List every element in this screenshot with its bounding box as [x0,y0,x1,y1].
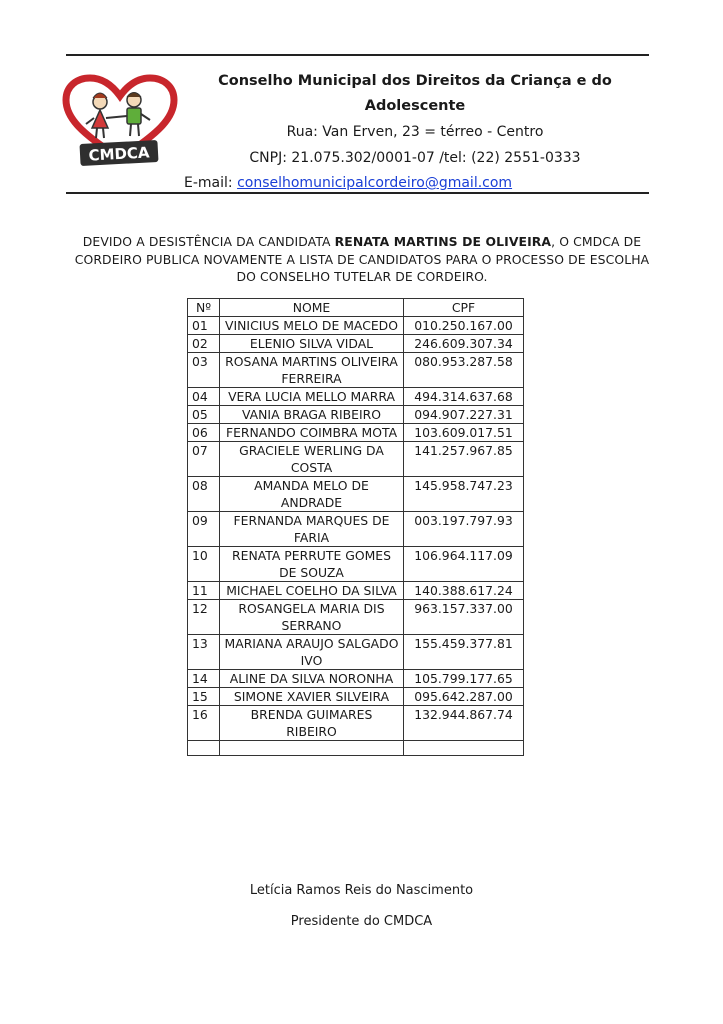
org-address: Rua: Van Erven, 23 = térreo - Centro [286,124,544,140]
cell-cpf: 105.799.177.65 [404,670,524,688]
cell-num: 08 [188,477,220,512]
cell-name: ELENIO SILVA VIDAL [220,335,404,353]
girl-figure-icon [86,93,108,138]
table-row [188,688,524,706]
cell-name: MARIANA ARAUJO SALGADO IVO [220,635,404,670]
cell-cpf: 103.609.017.51 [404,424,524,442]
cell-name: FERNANDA MARQUES DE FARIA [220,512,404,547]
cell-name: VINICIUS MELO DE MACEDO [220,317,404,335]
table-row [188,512,524,547]
table-row [188,670,524,688]
table-row [188,706,524,741]
cell-name: MICHAEL COELHO DA SILVA [220,582,404,600]
cell-cpf: 095.642.287.00 [404,688,524,706]
org-cnpj-tel: CNPJ: 21.075.302/0001-07 /tel: (22) 2551-0333 [249,150,581,166]
cell-num: 15 [188,688,220,706]
cell-name: FERNANDO COIMBRA MOTA [220,424,404,442]
cell-name: SIMONE XAVIER SILVEIRA [220,688,404,706]
cmdca-badge [79,140,158,166]
cell-name: RENATA PERRUTE GOMES DE SOUZA [220,547,404,582]
cell-name: GRACIELE WERLING DA COSTA [220,442,404,477]
table-row [188,600,524,635]
cell-name [220,741,404,756]
table-row [188,353,524,388]
cell-cpf: 094.907.227.31 [404,406,524,424]
cell-cpf: 246.609.307.34 [404,335,524,353]
org-name-line2: Adolescente [364,98,466,114]
cell-cpf: 963.157.337.00 [404,600,524,635]
table-row [188,477,524,512]
table-row [188,317,524,335]
signature-title: Presidente do CMDCA [290,914,433,929]
cell-cpf: 010.250.167.00 [404,317,524,335]
header-top-rule [66,54,649,56]
cell-num: 05 [188,406,220,424]
cell-cpf: 494.314.637.68 [404,388,524,406]
notice-text-before: DEVIDO A DESISTÊNCIA DA CANDIDATA [82,234,335,249]
table-row [188,424,524,442]
cell-name: VERA LUCIA MELLO MARRA [220,388,404,406]
svg-text:CMDCA: CMDCA [88,143,150,165]
cell-num: 04 [188,388,220,406]
cell-num: 01 [188,317,220,335]
cell-cpf: 132.944.867.74 [404,706,524,741]
table-row [188,335,524,353]
cell-cpf: 080.953.287.58 [404,353,524,388]
cell-num: 09 [188,512,220,547]
cell-num [188,741,220,756]
table-row [188,442,524,477]
table-row-empty [188,741,524,756]
cell-name: BRENDA GUIMARES RIBEIRO [220,706,404,741]
table-row [188,635,524,670]
cmdca-logo [62,74,178,168]
cell-name: ALINE DA SILVA NORONHA [220,670,404,688]
cell-cpf: 155.459.377.81 [404,635,524,670]
candidates-table [187,298,524,756]
table-row [188,388,524,406]
notice-candidate-name: RENATA MARTINS DE OLIVEIRA [334,234,552,249]
org-name-line1: Conselho Municipal dos Direitos da Criança e do [218,73,612,89]
cell-cpf: 140.388.617.24 [404,582,524,600]
table-row [188,406,524,424]
cell-num: 13 [188,635,220,670]
org-email-line [184,175,512,191]
header-cpf: CPF [404,299,524,317]
header-num: Nº [188,299,220,317]
table-header-row [188,299,524,317]
cell-num: 06 [188,424,220,442]
cell-num: 07 [188,442,220,477]
table-row [188,582,524,600]
cell-num: 14 [188,670,220,688]
cell-num: 12 [188,600,220,635]
signature-name: Letícia Ramos Reis do Nascimento [249,883,474,898]
cell-num: 16 [188,706,220,741]
cell-cpf: 141.257.967.85 [404,442,524,477]
boy-figure-icon [127,93,150,137]
table-row [188,547,524,582]
cell-num: 03 [188,353,220,388]
header-name: NOME [220,299,404,317]
cell-name: AMANDA MELO DE ANDRADE [220,477,404,512]
cell-num: 02 [188,335,220,353]
email-link[interactable]: conselhomunicipalcordeiro@gmail.com [237,175,513,191]
cell-name: ROSANA MARTINS OLIVEIRA FERREIRA [220,353,404,388]
cell-cpf: 003.197.797.93 [404,512,524,547]
cell-name: ROSANGELA MARIA DIS SERRANO [220,600,404,635]
cell-cpf: 106.964.117.09 [404,547,524,582]
email-label: E-mail: [184,175,238,191]
notice-text-after: , O CMDCA DE CORDEIRO PUBLICA NOVAMENTE A LISTA DE CANDIDATOS PARA O PROCESSO DE ESCOLHA DO CONSELHO TUTELAR DE CORDEIRO. [74,234,650,284]
cell-num: 10 [188,547,220,582]
cell-num: 11 [188,582,220,600]
cell-cpf [404,741,524,756]
cell-name: VANIA BRAGA RIBEIRO [220,406,404,424]
cell-cpf: 145.958.747.23 [404,477,524,512]
header-bottom-rule [66,192,649,194]
notice-paragraph [66,233,658,286]
